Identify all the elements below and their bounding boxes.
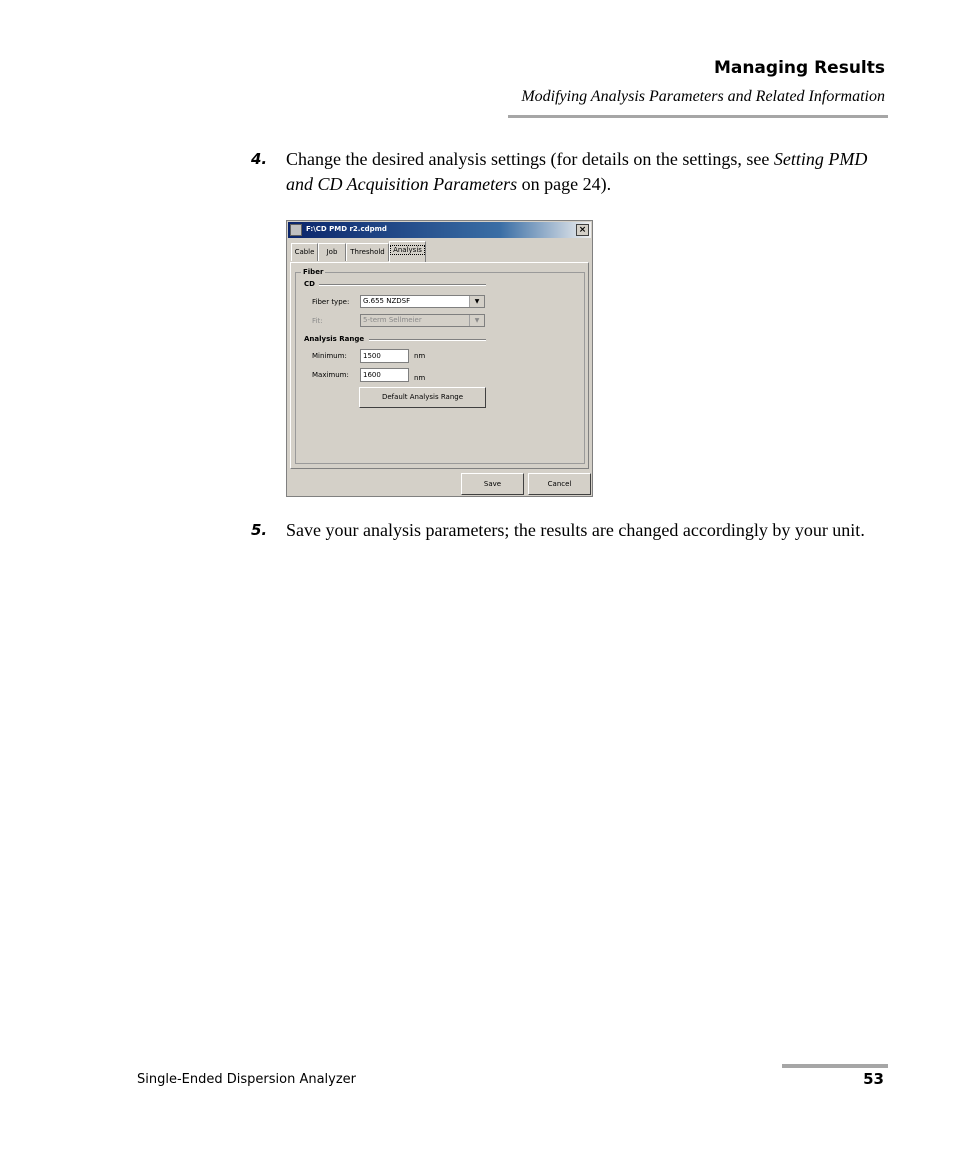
- step-4-text-after: on page 24).: [517, 174, 612, 194]
- fit-value: 5-term Sellmeier: [363, 316, 422, 324]
- step-4-number: 4.: [251, 150, 268, 168]
- header-rule: [508, 115, 888, 118]
- dialog-titlebar[interactable]: [288, 222, 591, 238]
- step-4-text-before: Change the desired analysis settings (for details on the settings, see: [286, 149, 774, 169]
- fiber-type-value: G.655 NZDSF: [363, 297, 411, 305]
- tab-analysis-label: Analysis: [390, 245, 425, 255]
- tab-threshold[interactable]: Threshold: [346, 243, 389, 261]
- maximum-unit: nm: [414, 374, 426, 382]
- save-button[interactable]: Save: [461, 473, 524, 495]
- tab-cable[interactable]: Cable: [291, 243, 318, 261]
- close-icon[interactable]: ×: [576, 224, 589, 236]
- fiber-type-label: Fiber type:: [312, 298, 350, 306]
- fiber-group-label: Fiber: [303, 268, 324, 276]
- dialog-title: F:\CD PMD r2.cdpmd: [306, 225, 387, 233]
- header-subtitle: Modifying Analysis Parameters and Related Information: [521, 88, 885, 105]
- fit-label: Fit:: [312, 317, 323, 325]
- minimum-label: Minimum:: [312, 352, 347, 360]
- fit-select[interactable]: [360, 314, 485, 327]
- minimum-unit: nm: [414, 352, 426, 360]
- maximum-label: Maximum:: [312, 371, 349, 379]
- analysis-dialog: [286, 220, 593, 497]
- header-title: Managing Results: [713, 58, 885, 78]
- tab-analysis[interactable]: [389, 241, 426, 262]
- fiber-type-select[interactable]: [360, 295, 485, 308]
- range-divider: [369, 339, 486, 341]
- step-4-link: Setting PMD and CD Acquisition Parameters: [286, 149, 868, 194]
- step-5-number: 5.: [251, 521, 268, 539]
- app-icon: [290, 224, 302, 236]
- minimum-input[interactable]: 1500: [360, 349, 409, 363]
- step-4-text: [286, 147, 886, 197]
- tab-job[interactable]: Job: [318, 243, 346, 261]
- default-analysis-range-button[interactable]: Default Analysis Range: [359, 387, 486, 408]
- cd-section-label: CD: [304, 280, 315, 288]
- step-5-text: Save your analysis parameters; the results are changed accordingly by your unit.: [286, 520, 865, 540]
- chevron-down-icon[interactable]: ▼: [469, 315, 484, 326]
- footer-rule: [782, 1064, 888, 1068]
- chevron-down-icon[interactable]: ▼: [469, 296, 484, 307]
- footer-product: Single-Ended Dispersion Analyzer: [137, 1072, 357, 1087]
- page-number: 53: [863, 1070, 884, 1088]
- maximum-input[interactable]: 1600: [360, 368, 409, 382]
- analysis-range-label: Analysis Range: [304, 335, 365, 343]
- cd-divider: [319, 284, 486, 286]
- cancel-button[interactable]: Cancel: [528, 473, 591, 495]
